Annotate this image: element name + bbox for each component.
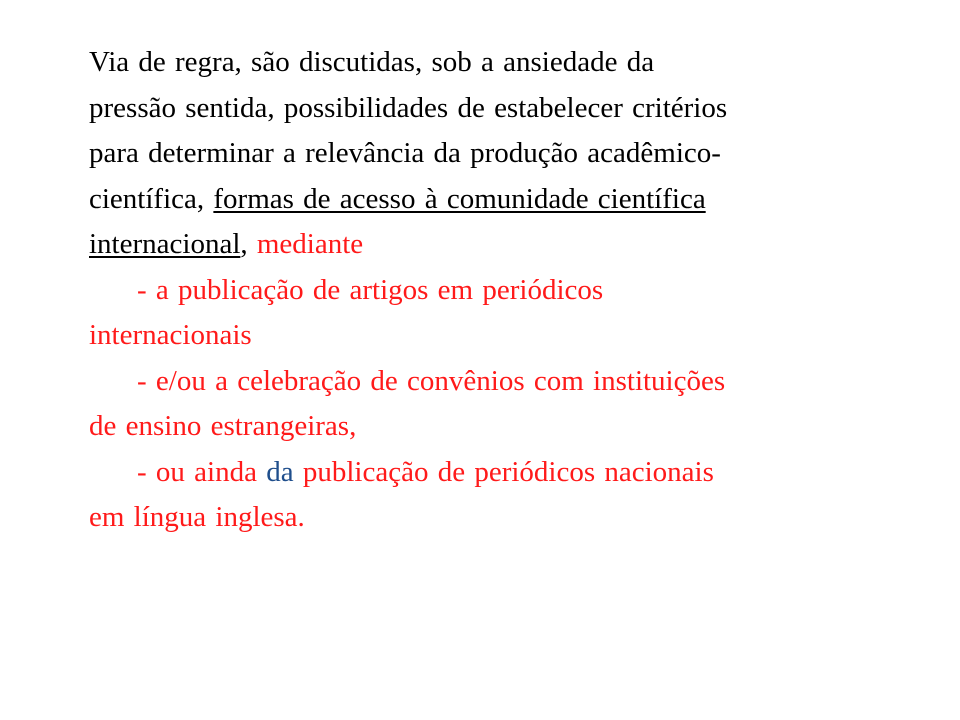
list-item-2: - e/ou a celebração de convênios com instituições [137,364,726,397]
list-item-3-red-a: - ou ainda [137,455,267,488]
text-line-3: para determinar a relevância da produção acadêmico- [89,137,721,169]
list-item-3 [89,450,879,496]
text-line-5 [89,222,879,268]
slide-text [89,40,879,541]
list-item-1: - a publicação de artigos em periódicos [137,273,604,306]
list-item-2-continuation: de ensino estrangeiras, [89,410,357,442]
list-item-3-blue: da [266,455,294,488]
list-item-3-red-b: publicação de periódicos nacionais [293,455,714,488]
text-line-2: pressão sentida, possibilidades de estabelecer critérios [89,91,728,124]
underlined-phrase-part-2: internacional [89,228,241,260]
underlined-phrase-part-1: formas de acesso à comunidade científica [213,182,706,215]
text-plain-segment: científica, [89,182,214,215]
comma-segment: , [240,228,257,260]
red-emphasis-mediante: mediante [256,228,364,260]
text-line-4 [89,177,879,223]
list-item-1-continuation: internacionais [89,319,252,351]
list-item-3-continuation: em língua inglesa. [89,501,305,533]
text-line-1: Via de regra, são discutidas, sob a ansiedade da [89,46,655,78]
